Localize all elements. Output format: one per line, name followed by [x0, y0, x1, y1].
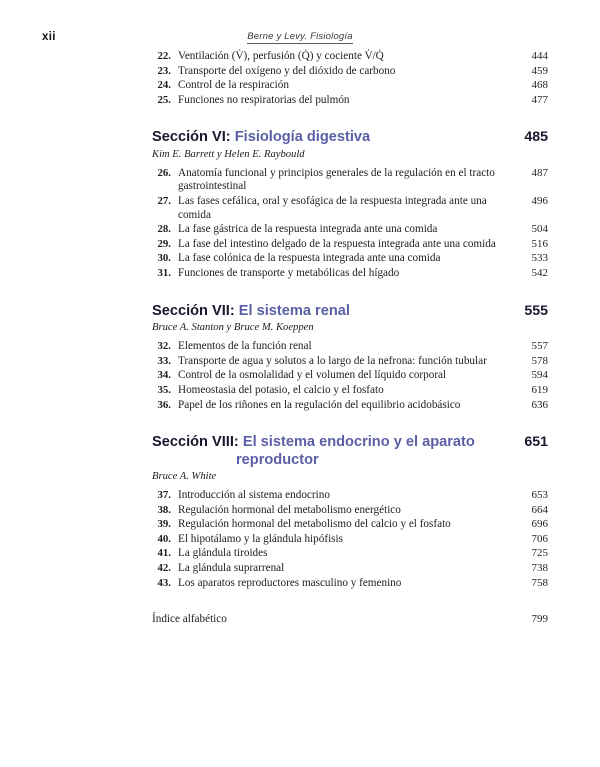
chapter-page-number: 477: [531, 93, 548, 106]
index-entry-label: Índice alfabético: [152, 613, 227, 626]
chapter-title: Control de la osmolalidad y el volumen del líquido corporal: [178, 369, 447, 382]
chapter-page-number: 542: [531, 267, 548, 280]
chapter-title: Anatomía funcional y principios generales de la regulación en el tracto gastrointestinal: [178, 166, 495, 193]
chapter-page-number: 619: [531, 383, 548, 396]
chapter-page-number: 496: [531, 195, 548, 208]
toc-chapter-row[interactable]: [152, 195, 548, 222]
chapter-title: Homeostasia del potasio, el calcio y el fosfato: [178, 383, 384, 396]
chapter-title: Funciones no respiratorias del pulmón: [178, 93, 350, 106]
index-entry-row[interactable]: [152, 612, 548, 626]
toc-chapter-row[interactable]: [152, 50, 548, 64]
book-running-title: [0, 31, 600, 42]
toc-content: [152, 50, 548, 626]
section-page-number: 651: [524, 434, 548, 451]
chapter-number: 34 .: [152, 369, 171, 383]
toc-section: [152, 129, 548, 280]
chapter-title: La glándula tiroides: [178, 547, 268, 560]
chapter-title: Funciones de transporte y metabólicas del hígado: [178, 267, 400, 280]
toc-chapter-row[interactable]: [152, 489, 548, 503]
chapter-page-number: 516: [531, 237, 548, 250]
section-label: Sección VII:: [152, 302, 235, 319]
toc-chapter-row[interactable]: [152, 238, 548, 252]
chapter-number: 37 .: [152, 489, 171, 503]
folio-number: xii: [42, 31, 56, 43]
chapter-page-number: 636: [531, 398, 548, 411]
chapter-number: 35 .: [152, 384, 171, 398]
section-chapter-list: [152, 167, 548, 281]
toc-chapter-row[interactable]: [152, 223, 548, 237]
chapter-number: 22 .: [152, 50, 171, 64]
chapter-title: Papel de los riñones en la regulación del equilibrio acidobásico: [178, 398, 461, 411]
section-title: Fisiología digestiva: [234, 129, 371, 146]
toc-chapter-row[interactable]: [152, 547, 548, 561]
chapter-title: Regulación hormonal del metabolismo del calcio y el fosfato: [178, 518, 451, 531]
chapter-page-number: 758: [531, 576, 548, 589]
chapter-page-number: 578: [531, 354, 548, 367]
chapter-number: 23 .: [152, 65, 171, 79]
section-chapter-list: [152, 489, 548, 590]
chapter-title: Introducción al sistema endocrino: [178, 489, 330, 502]
chapter-page-number: 696: [531, 518, 548, 531]
toc-chapter-row[interactable]: [152, 79, 548, 93]
chapter-number: 36 .: [152, 399, 171, 413]
chapter-title: Elementos de la función renal: [178, 340, 312, 353]
chapter-number: 33 .: [152, 355, 171, 369]
chapter-number: 31 .: [152, 267, 171, 281]
chapter-number: 27 .: [152, 195, 171, 209]
chapter-title: La fase del intestino delgado de la respuesta integrada ante una comida: [178, 237, 496, 250]
chapter-number: 39 .: [152, 518, 171, 532]
section-title-line2: reproductor: [236, 451, 319, 468]
chapter-page-number: 444: [531, 50, 548, 62]
section-page-number: 485: [524, 129, 548, 146]
toc-chapter-row[interactable]: [152, 267, 548, 281]
chapter-number: 41 .: [152, 547, 171, 561]
toc-section: [152, 434, 548, 590]
section-authors: Kim E. Barrett y Helen E. Raybould: [152, 148, 305, 160]
toc-chapter-row[interactable]: [152, 252, 548, 266]
running-head: [0, 31, 600, 49]
chapter-page-number: 557: [531, 340, 548, 353]
toc-chapter-row[interactable]: [152, 340, 548, 354]
chapter-number: 43 .: [152, 577, 171, 591]
chapter-page-number: 459: [531, 64, 548, 77]
section-heading[interactable]: [152, 303, 548, 321]
toc-chapter-row[interactable]: [152, 65, 548, 79]
section-chapter-list: [152, 340, 548, 412]
chapter-number: 30 .: [152, 252, 171, 266]
chapter-page-number: 664: [531, 503, 548, 516]
chapter-number: 26 .: [152, 167, 171, 181]
chapter-page-number: 738: [531, 562, 548, 575]
chapter-group-continued: [152, 50, 548, 107]
toc-section: [152, 303, 548, 412]
chapter-title: Los aparatos reproductores masculino y femenino: [178, 576, 402, 589]
chapter-page-number: 487: [531, 166, 548, 179]
chapter-title: La fase gástrica de la respuesta integrada ante una comida: [178, 223, 438, 236]
chapter-title: La fase colónica de la respuesta integrada ante una comida: [178, 252, 441, 265]
toc-chapter-row[interactable]: [152, 518, 548, 532]
chapter-title: Transporte de agua y solutos a lo largo de la nefrona: función tubular: [178, 354, 487, 367]
toc-chapter-row[interactable]: [152, 384, 548, 398]
chapter-number: 24 .: [152, 79, 171, 93]
toc-chapter-row[interactable]: [152, 369, 548, 383]
section-label: Sección VI:: [152, 129, 231, 146]
chapter-number: 32 .: [152, 340, 171, 354]
chapter-title: El hipotálamo y la glándula hipófisis: [178, 532, 343, 545]
index-entry-page: 799: [531, 613, 548, 626]
section-authors: Bruce A. Stanton y Bruce M. Koeppen: [152, 322, 314, 334]
chapter-page-number: 594: [531, 369, 548, 382]
section-heading[interactable]: [152, 434, 548, 469]
book-running-title-text: Berne y Levy. Fisiología: [247, 31, 353, 42]
toc-chapter-row[interactable]: [152, 94, 548, 108]
toc-chapter-row[interactable]: [152, 562, 548, 576]
chapter-page-number: 468: [531, 79, 548, 92]
section-heading[interactable]: [152, 129, 548, 147]
section-authors: Bruce A. White: [152, 471, 217, 483]
chapter-title: Las fases cefálica, oral y esofágica de la respuesta integrada ante una comida: [178, 195, 487, 221]
chapter-title: La glándula suprarrenal: [178, 562, 285, 575]
toc-chapter-row[interactable]: [152, 504, 548, 518]
toc-chapter-row[interactable]: [152, 355, 548, 369]
chapter-title: Transporte del oxígeno y del dióxido de carbono: [178, 64, 396, 77]
sections-container: [152, 129, 548, 590]
chapter-page-number: 653: [531, 489, 548, 502]
toc-chapter-row[interactable]: [152, 533, 548, 547]
chapter-title: Ventilación (V̇), perfusión (Q̇) y cociente V̇/Q̇: [178, 50, 384, 62]
chapter-title: Control de la respiración: [178, 79, 289, 92]
toc-chapter-row[interactable]: [152, 577, 548, 591]
chapter-number: 38 .: [152, 504, 171, 518]
chapter-number: 29 .: [152, 238, 171, 252]
chapter-title: Regulación hormonal del metabolismo energético: [178, 503, 401, 516]
section-label: Sección VIII:: [152, 434, 239, 451]
chapter-page-number: 533: [531, 252, 548, 265]
section-title: El sistema renal: [238, 302, 350, 319]
section-page-number: 555: [524, 302, 548, 319]
chapter-page-number: 725: [531, 547, 548, 560]
chapter-number: 25 .: [152, 94, 171, 108]
toc-chapter-row[interactable]: [152, 399, 548, 413]
chapter-page-number: 706: [531, 532, 548, 545]
chapter-page-number: 504: [531, 223, 548, 236]
chapter-number: 42 .: [152, 562, 171, 576]
chapter-number: 40 .: [152, 533, 171, 547]
chapter-number: 28 .: [152, 223, 171, 237]
toc-chapter-row[interactable]: [152, 167, 548, 194]
section-title: El sistema endocrino y el aparato: [242, 434, 475, 451]
